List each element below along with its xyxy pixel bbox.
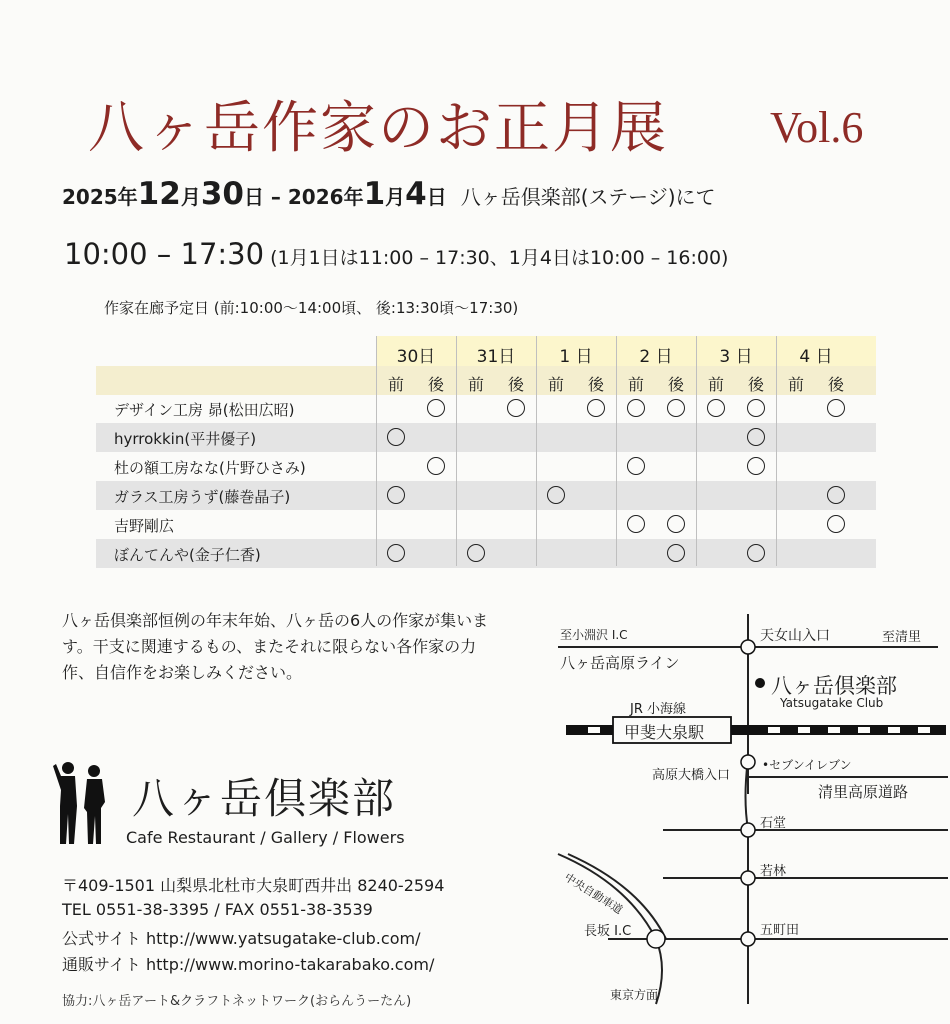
presence-circle <box>387 486 405 504</box>
half-header: 後 <box>667 375 684 394</box>
presence-circle <box>667 399 685 417</box>
day-header: 4 日 <box>799 347 833 367</box>
artist-name: hyrrokkin(平井優子) <box>114 430 257 448</box>
map-label-to-kiyosato: 至清里 <box>882 630 922 645</box>
presence-circle <box>667 544 685 562</box>
presence-circle <box>747 428 765 446</box>
logo-subtitle: Cafe Restaurant / Gallery / Flowers <box>126 828 405 847</box>
map-label-to-tokyo: 東京方面 <box>610 988 659 1002</box>
column-divider <box>616 336 617 566</box>
column-divider <box>376 336 377 566</box>
map-label-kogen-ohashi: 高原大橋入口 <box>652 768 731 783</box>
official-site-link[interactable]: http://www.yatsugatake-club.com/ <box>146 929 421 948</box>
half-header: 後 <box>427 375 444 394</box>
presence-circle <box>747 457 765 475</box>
presence-circle <box>667 515 685 533</box>
presence-circle <box>627 399 645 417</box>
half-header: 前 <box>547 375 564 394</box>
map-label-club: 八ヶ岳倶楽部 <box>771 674 897 698</box>
day-header: 3 日 <box>719 347 753 367</box>
presence-circle <box>427 399 445 417</box>
presence-circle <box>627 515 645 533</box>
day-header: 31日 <box>476 347 516 367</box>
presence-circle <box>827 399 845 417</box>
day-header: 2 日 <box>639 347 673 367</box>
artist-name: 吉野剛広 <box>114 517 175 535</box>
map-label-club-en: Yatsugatake Club <box>780 696 884 710</box>
presence-circle <box>627 457 645 475</box>
map-label-wakabayashi: 若林 <box>760 864 787 879</box>
half-header: 後 <box>587 375 604 394</box>
artist-name: ぼんてんや(金子仁香) <box>114 546 261 564</box>
map-label-to-kobuchizawa: 至小淵沢 I.C <box>560 628 628 642</box>
half-header: 前 <box>787 375 804 394</box>
phone-fax: TEL 0551-38-3395 / FAX 0551-38-3539 <box>62 900 373 919</box>
presence-circle <box>427 457 445 475</box>
start-year: 2025 <box>62 185 118 209</box>
artist-name: 杜の額工房なな(片野ひさみ) <box>114 459 306 477</box>
presence-circle <box>387 544 405 562</box>
official-site <box>62 926 420 949</box>
volume-label: Vol.6 <box>770 103 864 152</box>
schedule-table <box>96 336 876 566</box>
column-divider <box>696 336 697 566</box>
cooperation-note: 協力:八ヶ岳アート&クラフトネットワーク(おらんうーたん) <box>62 994 412 1009</box>
artist-name: デザイン工房 昴(松田広昭) <box>114 401 295 419</box>
half-header: 前 <box>387 375 404 394</box>
intro-text: 八ヶ岳倶楽部恒例の年末年始、八ヶ岳の6人の作家が集います。干支に関連するもの、またそれに限らない各作家の力作、自信作をお楽しみください。 <box>62 611 489 682</box>
half-header: 後 <box>507 375 524 394</box>
presence-circle <box>587 399 605 417</box>
day-header: 1 日 <box>559 347 593 367</box>
day-header: 30日 <box>396 347 436 367</box>
official-site-label: 公式サイト <box>62 929 141 948</box>
map-label-kiyosato-road: 清里高原道路 <box>818 783 909 801</box>
schedule-title: 作家在廊予定日 (前:10:00〜14:00頃、 後:13:30頃〜17:30) <box>104 299 519 317</box>
event-dates: 2025年12月30日 – 2026年1月4日 八ヶ岳倶楽部(ステージ)にて <box>62 176 716 212</box>
presence-circle <box>827 486 845 504</box>
logo-name: 八ヶ岳倶楽部 <box>132 774 397 823</box>
shop-site <box>62 952 434 975</box>
presence-circle <box>547 486 565 504</box>
map-label-chuo-expressway: 中央自動車道 <box>562 870 625 917</box>
half-header: 前 <box>707 375 724 394</box>
artist-name: ガラス工房うず(藤巻晶子) <box>114 488 291 506</box>
couple-silhouette-logo <box>46 760 118 850</box>
map-label-tennyosan: 天女山入口 <box>760 628 830 644</box>
hours-main: 10:00 – 17:30 <box>64 237 265 271</box>
presence-circle <box>707 399 725 417</box>
map-label-gochoda: 五町田 <box>760 923 800 938</box>
map-label-jr-line: JR 小海線 <box>630 702 686 717</box>
presence-circle <box>827 515 845 533</box>
hours-note: (1月1日は11:00 – 17:30、1月4日は10:00 – 16:00) <box>270 247 729 269</box>
end-year: 2026 <box>287 185 344 209</box>
start-day: 30 <box>200 176 244 212</box>
map-label-seven-eleven: •セブンイレブン <box>762 758 852 772</box>
map-label-ishido: 石堂 <box>760 816 787 831</box>
presence-circle <box>387 428 405 446</box>
access-map <box>548 614 948 1014</box>
end-day: 4 <box>405 176 427 212</box>
shop-site-link[interactable]: http://www.morino-takarabako.com/ <box>146 955 435 974</box>
presence-circle <box>747 544 765 562</box>
venue: 八ヶ岳倶楽部(ステージ)にて <box>460 185 716 209</box>
column-divider <box>776 336 777 566</box>
map-label-kogen-line: 八ヶ岳高原ライン <box>560 654 680 672</box>
half-header: 後 <box>747 375 764 394</box>
column-divider <box>456 336 457 566</box>
presence-circle <box>467 544 485 562</box>
map-label-station: 甲斐大泉駅 <box>624 723 705 742</box>
presence-circle <box>747 399 765 417</box>
half-header: 前 <box>627 375 644 394</box>
end-month: 1 <box>363 176 386 212</box>
shop-site-label: 通販サイト <box>62 955 141 974</box>
event-title: 八ヶ岳作家のお正月展 <box>88 96 668 161</box>
half-header: 後 <box>827 375 844 394</box>
start-month: 12 <box>137 176 181 212</box>
opening-hours <box>64 237 728 271</box>
presence-circle <box>507 399 525 417</box>
half-header: 前 <box>467 375 484 394</box>
address: 〒409-1501 山梨県北杜市大泉町西井出 8240-2594 <box>62 876 445 895</box>
map-label-nagasaka-ic: 長坂 I.C <box>584 924 632 939</box>
column-divider <box>536 336 537 566</box>
